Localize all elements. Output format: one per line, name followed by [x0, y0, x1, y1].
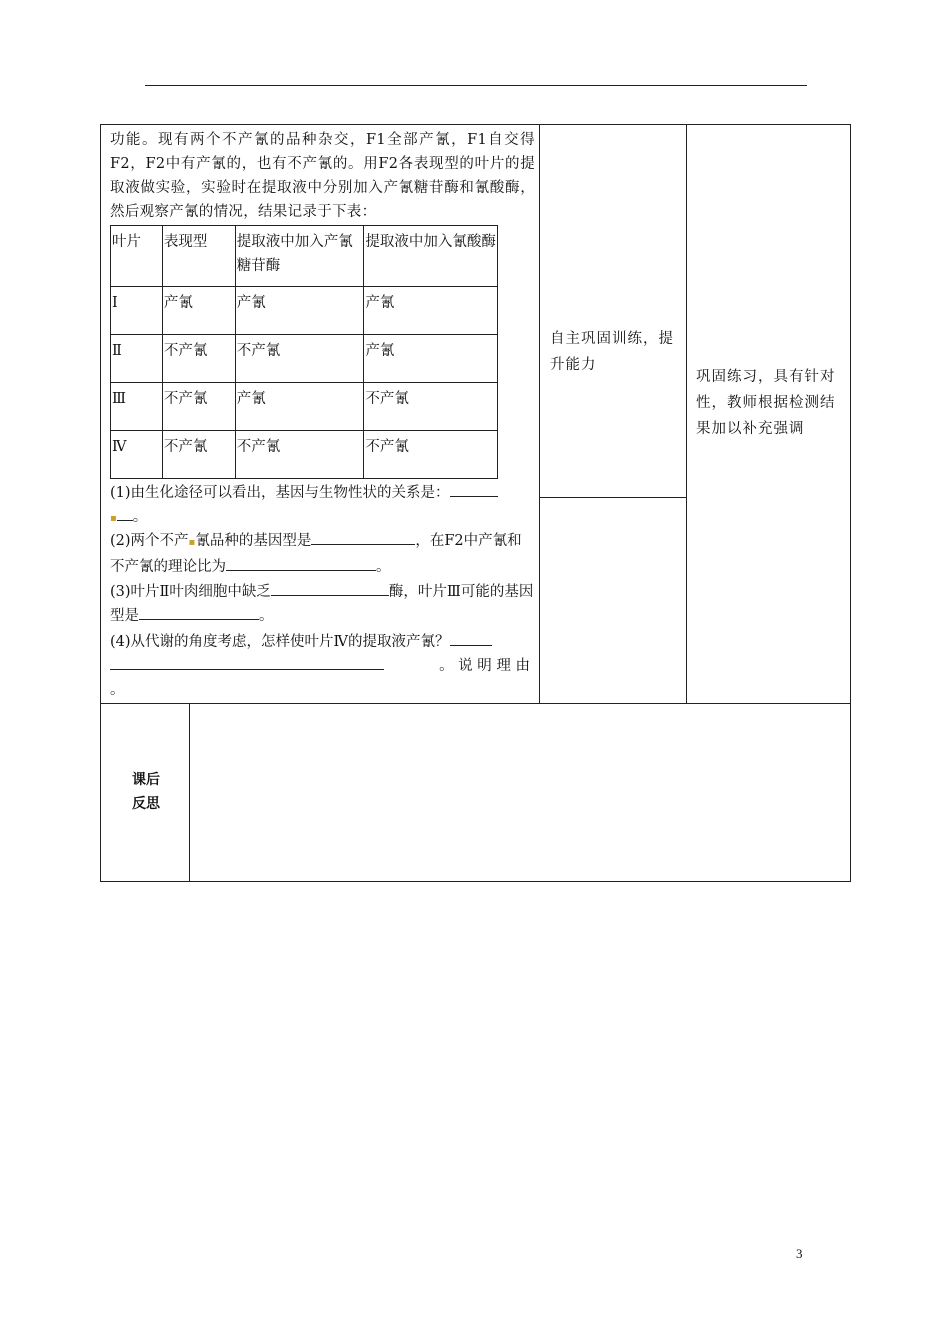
header-cell: 叶片 — [111, 226, 163, 287]
table-cell: 不产氰 — [162, 335, 235, 383]
header-cell: 提取液中加入产氰糖苷酶 — [235, 226, 364, 287]
results-table — [110, 225, 498, 479]
table-cell: 不产氰 — [235, 431, 364, 479]
reflection-divider — [189, 703, 190, 882]
answer-blank[interactable] — [271, 580, 389, 596]
table-cell: 不产氰 — [235, 335, 364, 383]
answer-blank[interactable] — [110, 654, 384, 670]
header-rule — [145, 85, 807, 86]
table-cell: 不产氰 — [162, 383, 235, 431]
table-cell: 产氰 — [364, 335, 498, 383]
page-number: 3 — [796, 1246, 803, 1261]
answer-blank[interactable] — [226, 555, 376, 571]
table-row — [111, 287, 498, 335]
marker-dot: ▪ — [188, 537, 196, 548]
question-1: (1)由生化途径可以看出，基因与生物性状的关系是： ▪ 。 — [110, 481, 535, 531]
row-divider — [100, 703, 851, 704]
header-cell: 表现型 — [162, 226, 235, 287]
question-3: (3)叶片Ⅱ叶肉细胞中缺乏 酶，叶片Ⅲ可能的基因型是 。 — [110, 580, 535, 628]
table-row — [111, 431, 498, 479]
table-cell: Ⅲ — [111, 383, 163, 431]
right-column-note: 巩固练习，具有针对性，教师根据检测结果加以补充强调 — [696, 369, 836, 437]
table-header-row — [111, 226, 498, 287]
question-4: (4)从代谢的角度考虑，怎样使叶片Ⅳ的提取液产氰？ 。 说 明 理 由 。 — [110, 630, 535, 702]
table-row — [111, 335, 498, 383]
table-cell: 不产氰 — [162, 431, 235, 479]
answer-blank[interactable] — [450, 630, 492, 646]
table-cell: 产氰 — [235, 287, 364, 335]
answer-blank[interactable] — [311, 529, 415, 545]
mid-column-note: 自主巩固训练，提升能力 — [550, 331, 674, 373]
column-divider-1 — [539, 124, 540, 704]
answer-blank[interactable] — [450, 481, 498, 497]
table-cell: 不产氰 — [364, 431, 498, 479]
table-cell: 不产氰 — [364, 383, 498, 431]
table-cell: 产氰 — [162, 287, 235, 335]
table-cell: Ⅱ — [111, 335, 163, 383]
answer-blank[interactable] — [117, 505, 133, 521]
table-cell: 产氰 — [235, 383, 364, 431]
header-cell: 提取液中加入氰酸酶 — [364, 226, 498, 287]
question-2: (2)两个不产▪氰品种的基因型是 ，在F2中产氰和不产氰的理论比为 。 — [110, 529, 535, 579]
table-cell: 产氰 — [364, 287, 498, 335]
reflection-label: 课后 反思 — [132, 772, 160, 812]
table-cell: Ⅰ — [111, 287, 163, 335]
mid-cell-divider — [539, 497, 687, 498]
table-cell: Ⅳ — [111, 431, 163, 479]
intro-paragraph: 功能。现有两个不产氰的品种杂交，F1全部产氰，F1自交得F2，F2中有产氰的，也有不产氰的。用F2各表现型的叶片的提取液做实验，实验时在提取液中分别加入产氰糖苷酶和氰酸酶，然后观察产氰的情况，结果记录于下表： — [110, 132, 535, 220]
marker-dot: ▪ — [110, 513, 117, 524]
column-divider-2 — [686, 124, 687, 704]
answer-blank[interactable] — [139, 604, 259, 620]
table-row — [111, 383, 498, 431]
